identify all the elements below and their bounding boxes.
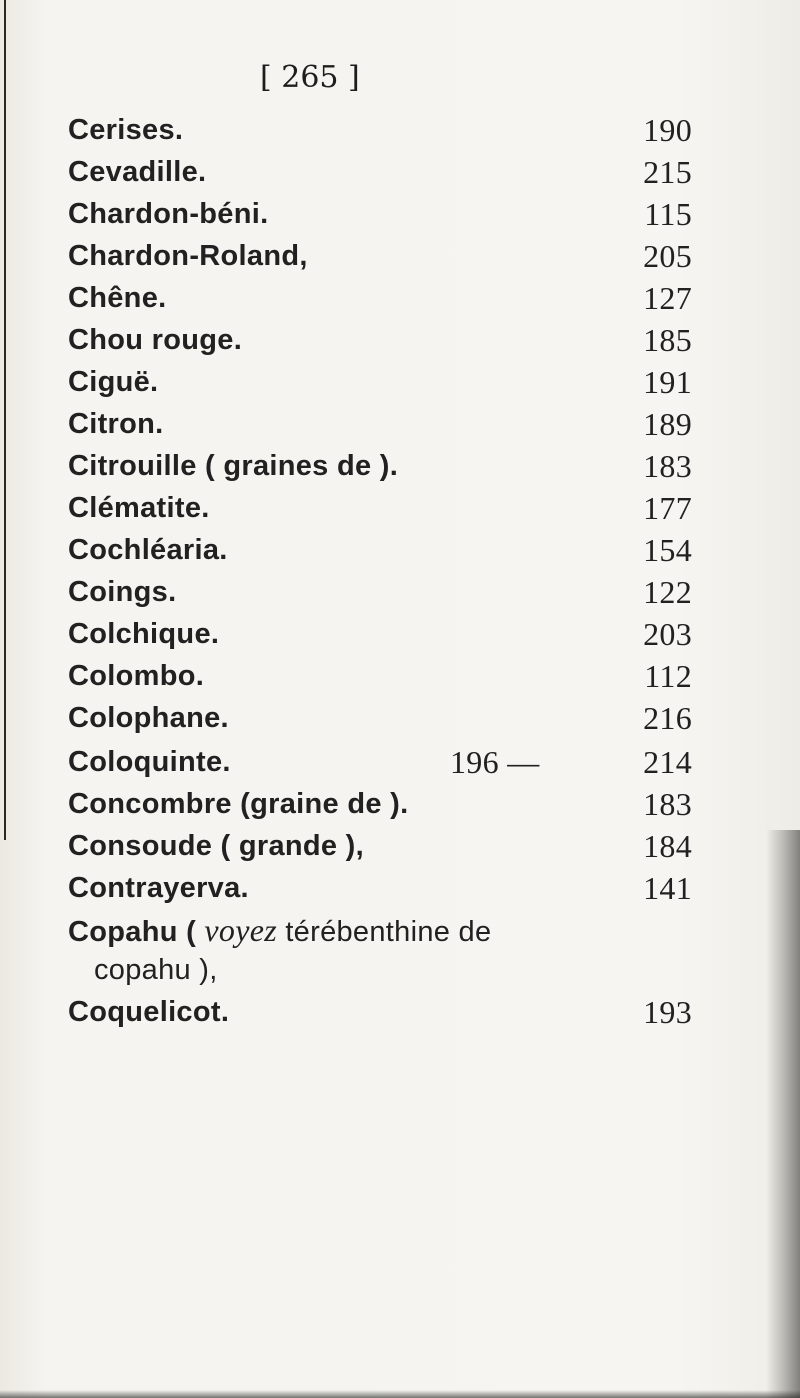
entry-page: 184 bbox=[643, 828, 692, 864]
index-entry bbox=[0, 530, 800, 570]
entry-page: 216 bbox=[643, 700, 692, 736]
cross-reference: térébenthine de bbox=[285, 916, 492, 948]
entry-page: 183 bbox=[643, 786, 692, 822]
entry-page: 154 bbox=[643, 532, 692, 568]
entry-term: Ciguë. bbox=[68, 366, 159, 398]
page-shadow-bottom bbox=[0, 1390, 800, 1398]
voyez-reference: voyez bbox=[204, 912, 277, 948]
index-entry bbox=[0, 446, 800, 486]
entry-page: 193 bbox=[643, 994, 692, 1030]
index-entry bbox=[0, 742, 800, 782]
entry-term: Citron. bbox=[68, 408, 164, 440]
entry-term: Consoude ( grande ), bbox=[68, 830, 364, 862]
index-entry bbox=[0, 404, 800, 444]
entry-term-continuation: copahu ), bbox=[94, 954, 218, 986]
entry-term: Colophane. bbox=[68, 702, 229, 734]
index-entry bbox=[0, 278, 800, 318]
index-entry bbox=[0, 614, 800, 654]
index-entry bbox=[0, 152, 800, 192]
entry-page: 115 bbox=[644, 196, 692, 232]
entry-term: Copahu ( voyez térébenthine de bbox=[68, 912, 492, 948]
entry-term: Contrayerva. bbox=[68, 872, 249, 904]
entry-term: Coquelicot. bbox=[68, 996, 230, 1028]
entry-term: Coloquinte. bbox=[68, 746, 231, 778]
index-entry bbox=[0, 992, 800, 1032]
entry-page: 112 bbox=[644, 658, 692, 694]
entry-page: 177 bbox=[643, 490, 692, 526]
entry-term: Clématite. bbox=[68, 492, 210, 524]
entry-term: Chardon-béni. bbox=[68, 198, 269, 230]
entry-term: Citrouille ( graines de ). bbox=[68, 450, 399, 482]
index-entry bbox=[0, 784, 800, 824]
page-number: [ 265 ] bbox=[260, 60, 360, 95]
index-entry bbox=[0, 362, 800, 402]
entry-page-secondary: 196 — bbox=[450, 744, 540, 780]
entry-page: 122 bbox=[643, 574, 692, 610]
entry-term: Colchique. bbox=[68, 618, 220, 650]
index-entry bbox=[0, 110, 800, 150]
entry-term: Chou rouge. bbox=[68, 324, 243, 356]
index-entry bbox=[0, 320, 800, 360]
index-entry bbox=[0, 488, 800, 528]
entry-term: Coings. bbox=[68, 576, 177, 608]
entry-page: 183 bbox=[643, 448, 692, 484]
entry-page: 185 bbox=[643, 322, 692, 358]
entry-page: 205 bbox=[643, 238, 692, 274]
entry-page: 214 bbox=[643, 744, 692, 780]
index-entry bbox=[0, 868, 800, 908]
entry-page: 203 bbox=[643, 616, 692, 652]
entry-page: 189 bbox=[643, 406, 692, 442]
index-entry bbox=[0, 236, 800, 276]
entry-page: 215 bbox=[643, 154, 692, 190]
index-entry bbox=[0, 656, 800, 696]
entry-term: Cerises. bbox=[68, 114, 184, 146]
index-entry bbox=[0, 572, 800, 612]
index-entry bbox=[0, 194, 800, 234]
index-entry-copahu bbox=[0, 910, 800, 950]
entry-page: 191 bbox=[643, 364, 692, 400]
entry-term: Chêne. bbox=[68, 282, 167, 314]
entry-page: 190 bbox=[643, 112, 692, 148]
entry-page: 127 bbox=[643, 280, 692, 316]
index-entry bbox=[0, 698, 800, 738]
entry-term: Colombo. bbox=[68, 660, 205, 692]
index-entry-continuation bbox=[0, 950, 800, 990]
entry-term: Cevadille. bbox=[68, 156, 207, 188]
entry-page: 141 bbox=[643, 870, 692, 906]
index-entry bbox=[0, 826, 800, 866]
entry-term: Cochléaria. bbox=[68, 534, 228, 566]
entry-term: Concombre (graine de ). bbox=[68, 788, 409, 820]
entry-term: Chardon-Roland, bbox=[68, 240, 308, 272]
